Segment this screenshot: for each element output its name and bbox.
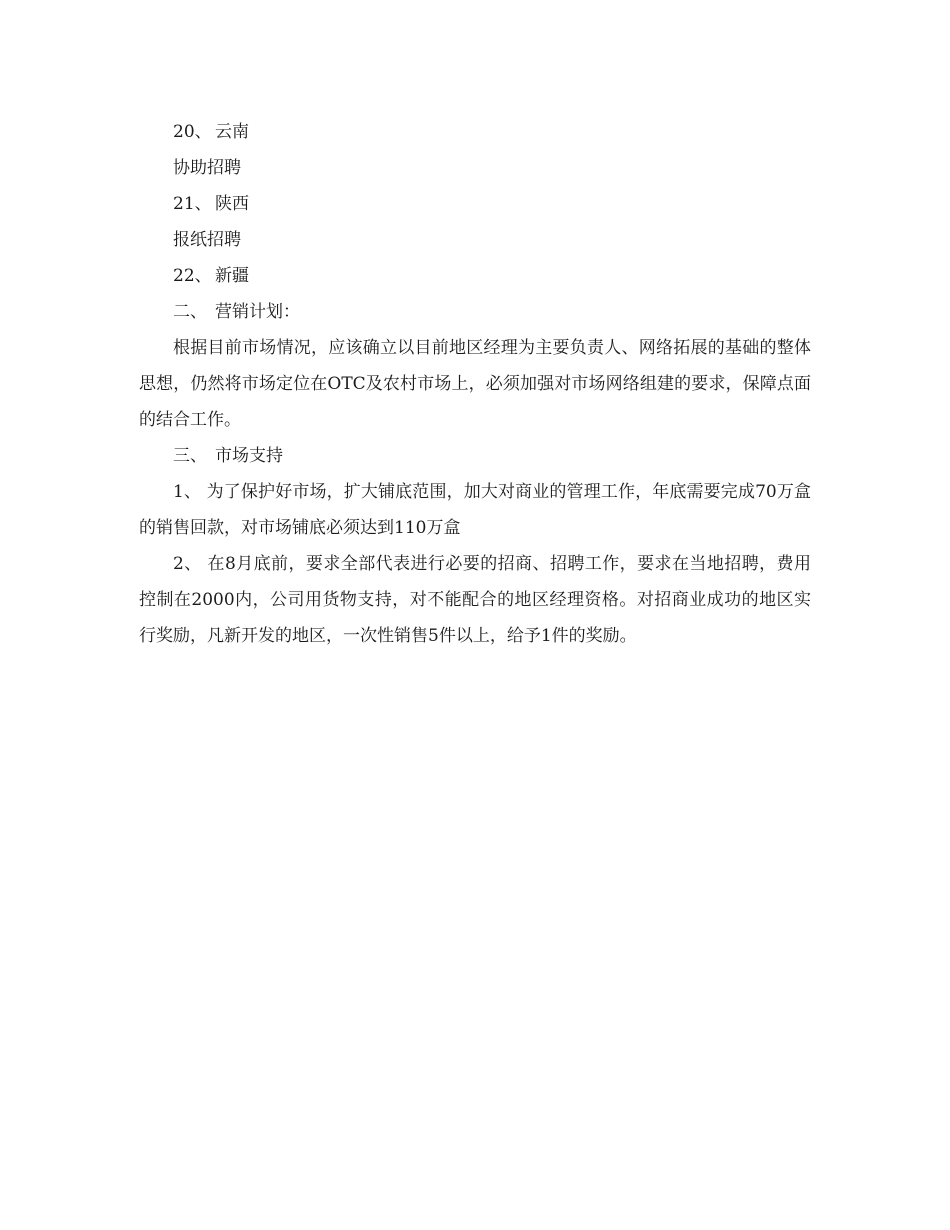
item-number: 22、 (173, 266, 212, 286)
section-heading-market-support (139, 438, 811, 474)
section-title: 市场支持 (215, 446, 283, 466)
list-item-yunnan (139, 114, 811, 150)
list-item-shaanxi (139, 186, 811, 222)
item-text: 陕西 (215, 194, 249, 214)
paragraph-support-2: 2、 在8月底前，要求全部代表进行必要的招商、招聘工作，要求在当地招聘，费用控制在2000内，公司用货物支持，对不能配合的地区经理资格。对招商业成功的地区实行奖励，凡新开发的地区，一次性销售5件以上，给予1件的奖励。 (139, 554, 811, 646)
section-number: 二、 (173, 302, 207, 322)
item-number: 20、 (173, 122, 212, 142)
section-title: 营销计划： (215, 302, 300, 322)
item-text: 新疆 (215, 266, 249, 286)
text-line-newspaper-recruit: 报纸招聘 (173, 230, 241, 250)
text-line-assist-recruit: 协助招聘 (173, 158, 241, 178)
list-item-xinjiang (139, 258, 811, 294)
paragraph-marketing-plan: 根据目前市场情况，应该确立以目前地区经理为主要负责人、网络拓展的基础的整体思想，仍然将市场定位在OTC及农村市场上，必须加强对市场网络组建的要求，保障点面的结合工作。 (139, 338, 811, 430)
document-body (139, 114, 811, 654)
item-number: 21、 (173, 194, 212, 214)
section-heading-marketing-plan (139, 294, 811, 330)
item-text: 云南 (215, 122, 249, 142)
paragraph-support-1: 1、 为了保护好市场，扩大铺底范围，加大对商业的管理工作，年底需要完成70万盒的销售回款，对市场铺底必须达到110万盒 (139, 482, 811, 538)
section-number: 三、 (173, 446, 207, 466)
